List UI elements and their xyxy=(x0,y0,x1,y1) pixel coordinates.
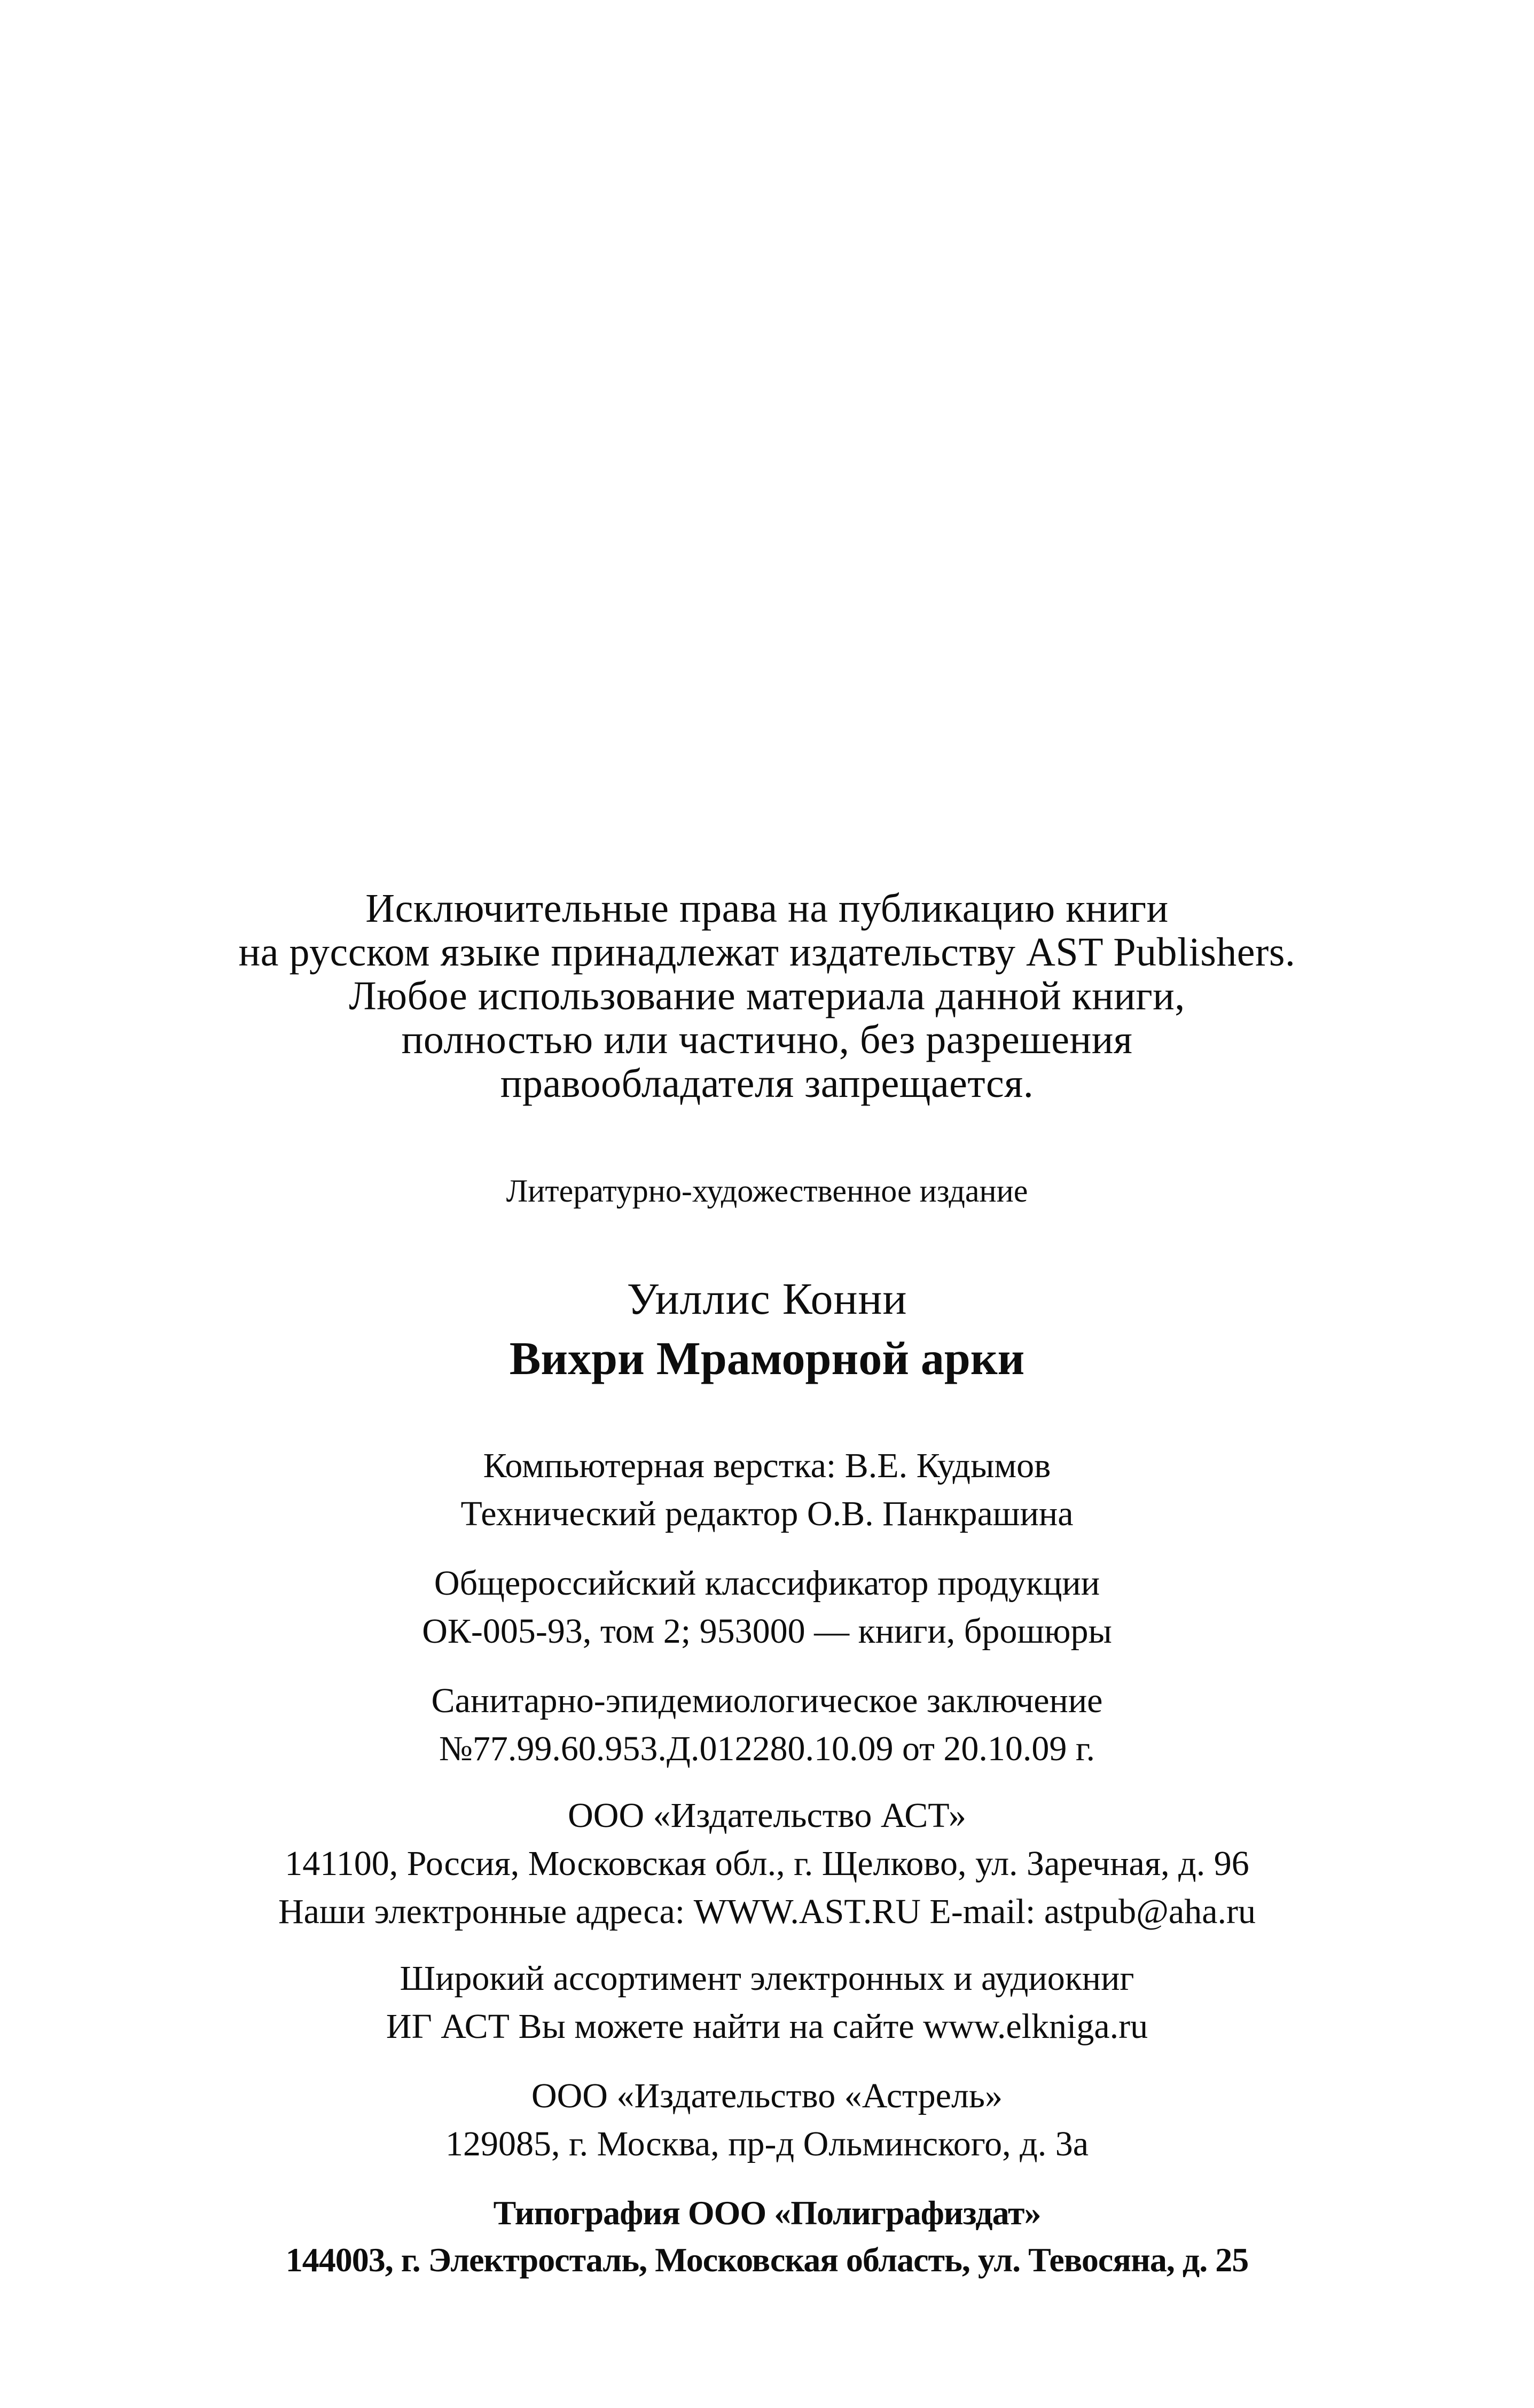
classifier-line: Общероссийский классификатор продукции xyxy=(434,1564,1100,1603)
credits xyxy=(0,1442,1534,1538)
rights-notice-line: на русском языке принадлежат издательству AST Publishers. xyxy=(238,930,1296,975)
publisher-web-contacts: Наши электронные адреса: WWW.AST.RU E-mail: astpub@aha.ru xyxy=(278,1892,1256,1931)
publisher-name: ООО «Издательство «Астрель» xyxy=(531,2076,1003,2115)
classifier-line: ОК-005-93, том 2; 953000 — книги, брошюры xyxy=(422,1612,1112,1651)
publisher-address: 141100, Россия, Московская обл., г. Щелково, ул. Заречная, д. 96 xyxy=(285,1844,1249,1883)
sanitary-line: Санитарно-эпидемиологическое заключение xyxy=(431,1681,1103,1720)
rights-notice-line: правообладателя запрещается. xyxy=(500,1061,1034,1106)
rights-notice-line: полностью или частично, без разрешения xyxy=(401,1017,1133,1062)
edition-type-label: Литературно-художественное издание xyxy=(506,1173,1028,1209)
publisher-address: 129085, г. Москва, пр-д Ольминского, д. 3а xyxy=(445,2124,1089,2163)
publisher-astrel xyxy=(0,2072,1534,2168)
publisher-ast xyxy=(0,1792,1534,1936)
ebooks-line: ИГ АСТ Вы можете найти на сайте www.elkniga.ru xyxy=(386,2007,1148,2046)
author xyxy=(0,1274,1534,1325)
rights-notice-line: Любое использование материала данной книги, xyxy=(349,974,1185,1018)
sanitary-conclusion xyxy=(0,1677,1534,1773)
book-title-text: Вихри Мраморной арки xyxy=(509,1333,1025,1385)
publisher-name: ООО «Издательство АСТ» xyxy=(568,1796,966,1835)
printing-house-name: Типография ООО «Полиграфиздат» xyxy=(493,2194,1041,2232)
printing-house xyxy=(0,2190,1534,2284)
rights-notice xyxy=(0,887,1534,1105)
book-title xyxy=(0,1332,1534,1386)
rights-notice-line: Исключительные права на публикацию книги xyxy=(365,886,1169,931)
edition-type xyxy=(0,1172,1534,1210)
product-classifier xyxy=(0,1559,1534,1656)
layout-credit: Компьютерная верстка: В.Е. Кудымов xyxy=(483,1446,1051,1485)
sanitary-line: №77.99.60.953.Д.012280.10.09 от 20.10.09 г. xyxy=(439,1729,1095,1768)
printing-house-address: 144003, г. Электросталь, Московская область, ул. Тевосяна, д. 25 xyxy=(285,2241,1249,2279)
tech-editor-credit: Технический редактор О.В. Панкрашина xyxy=(460,1494,1074,1533)
ebooks-line: Широкий ассортимент электронных и аудиокниг xyxy=(400,1959,1134,1998)
ebooks-notice xyxy=(0,1955,1534,2051)
author-name: Уиллис Конни xyxy=(627,1274,907,1324)
